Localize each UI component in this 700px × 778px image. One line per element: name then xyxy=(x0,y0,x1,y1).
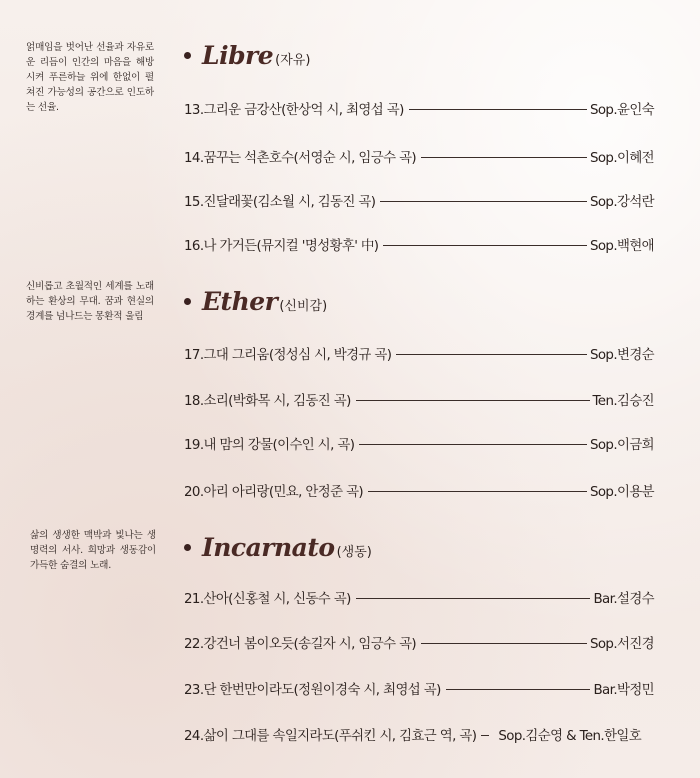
program-item xyxy=(184,190,654,210)
section-title-main: Ether xyxy=(202,287,278,316)
performer: Sop.윤인숙 xyxy=(589,102,654,118)
program-item xyxy=(184,724,654,744)
section-title-sub: (신비감) xyxy=(279,299,328,314)
section-title-main: Libre xyxy=(202,41,274,70)
leader-line xyxy=(380,201,587,202)
section-description: 얽매임을 벗어난 선율과 자유로운 리듬이 인간의 마음을 해방시켜 푸른하늘 위에 한없이 펼쳐진 가능성의 공간으로 인도하는 선율. xyxy=(26,42,154,113)
piece-title: 22.강건너 봄이오듯(송길자 시, 임긍수 곡) xyxy=(184,636,417,652)
leader-line xyxy=(356,400,590,401)
section-title-main: Incarnato xyxy=(202,533,335,562)
leader-line xyxy=(356,598,591,599)
section-description: 신비롭고 초월적인 세계를 노래하는 환상의 무대. 꿈과 현실의 경계를 넘나드는 몽환적 울림 xyxy=(26,281,154,322)
program-item xyxy=(184,433,654,453)
piece-title: 17.그대 그리움(정성심 시, 박경규 곡) xyxy=(184,347,392,363)
section-title-sub: (생동) xyxy=(336,545,372,560)
section-title-sub: (자유) xyxy=(275,53,311,68)
program-item xyxy=(184,632,654,652)
leader-line xyxy=(421,157,587,158)
leader-line xyxy=(421,643,587,644)
program-item xyxy=(184,98,654,118)
performer: Sop.김순영 & Ten.한일호 xyxy=(498,728,642,744)
program-item xyxy=(184,389,654,409)
performer: Sop.변경순 xyxy=(589,347,654,363)
piece-title: 24.삶이 그대를 속일지라도(푸쉬킨 시, 김효근 역, 곡) xyxy=(184,728,477,744)
performer: Bar.박정민 xyxy=(593,682,654,698)
piece-title: 23.단 한번만이라도(정원이경숙 시, 최영섭 곡) xyxy=(184,682,441,698)
piece-title: 19.내 맘의 강물(이수인 시, 곡) xyxy=(184,437,355,453)
section-title xyxy=(184,287,327,317)
bullet-icon xyxy=(184,298,191,305)
leader-line xyxy=(396,354,587,355)
piece-title: 16.나 가거든(뮤지컬 '명성황후' 中) xyxy=(184,238,379,254)
performer: Sop.이금희 xyxy=(589,437,654,453)
program-item xyxy=(184,146,654,166)
section-title xyxy=(184,533,372,563)
program-item xyxy=(184,343,654,363)
piece-title: 15.진달래꽃(김소월 시, 김동진 곡) xyxy=(184,194,376,210)
piece-title: 18.소리(박화목 시, 김동진 곡) xyxy=(184,393,351,409)
leader-line xyxy=(368,491,587,492)
piece-title: 13.그리운 금강산(한상억 시, 최영섭 곡) xyxy=(184,102,404,118)
performer: Sop.이혜전 xyxy=(589,150,654,166)
piece-title: 14.꿈꾸는 석촌호수(서영순 시, 임긍수 곡) xyxy=(184,150,417,166)
section-title xyxy=(184,41,310,71)
leader-line xyxy=(409,109,587,110)
bullet-icon xyxy=(184,52,191,59)
performer: Sop.이용분 xyxy=(589,484,654,500)
performer: Ten.김승진 xyxy=(592,393,654,409)
performer: Bar.설경수 xyxy=(593,591,654,607)
section-description: 삶의 생생한 맥박과 빛나는 생명력의 서사. 희망과 생동감이 가득한 숨결의 노래. xyxy=(30,530,156,571)
program-item xyxy=(184,234,654,254)
performer: Sop.백현애 xyxy=(589,238,654,254)
bullet-icon xyxy=(184,544,191,551)
program-item xyxy=(184,480,654,500)
piece-title: 21.산아(신홍철 시, 신동수 곡) xyxy=(184,591,351,607)
program-item xyxy=(184,587,654,607)
leader-line xyxy=(383,245,587,246)
performer: Sop.강석란 xyxy=(589,194,654,210)
leader-line xyxy=(446,689,591,690)
leader-line xyxy=(481,735,489,736)
piece-title: 20.아리 아리랑(민요, 안정준 곡) xyxy=(184,484,364,500)
leader-line xyxy=(359,444,587,445)
program-item xyxy=(184,678,654,698)
performer: Sop.서진경 xyxy=(589,636,654,652)
